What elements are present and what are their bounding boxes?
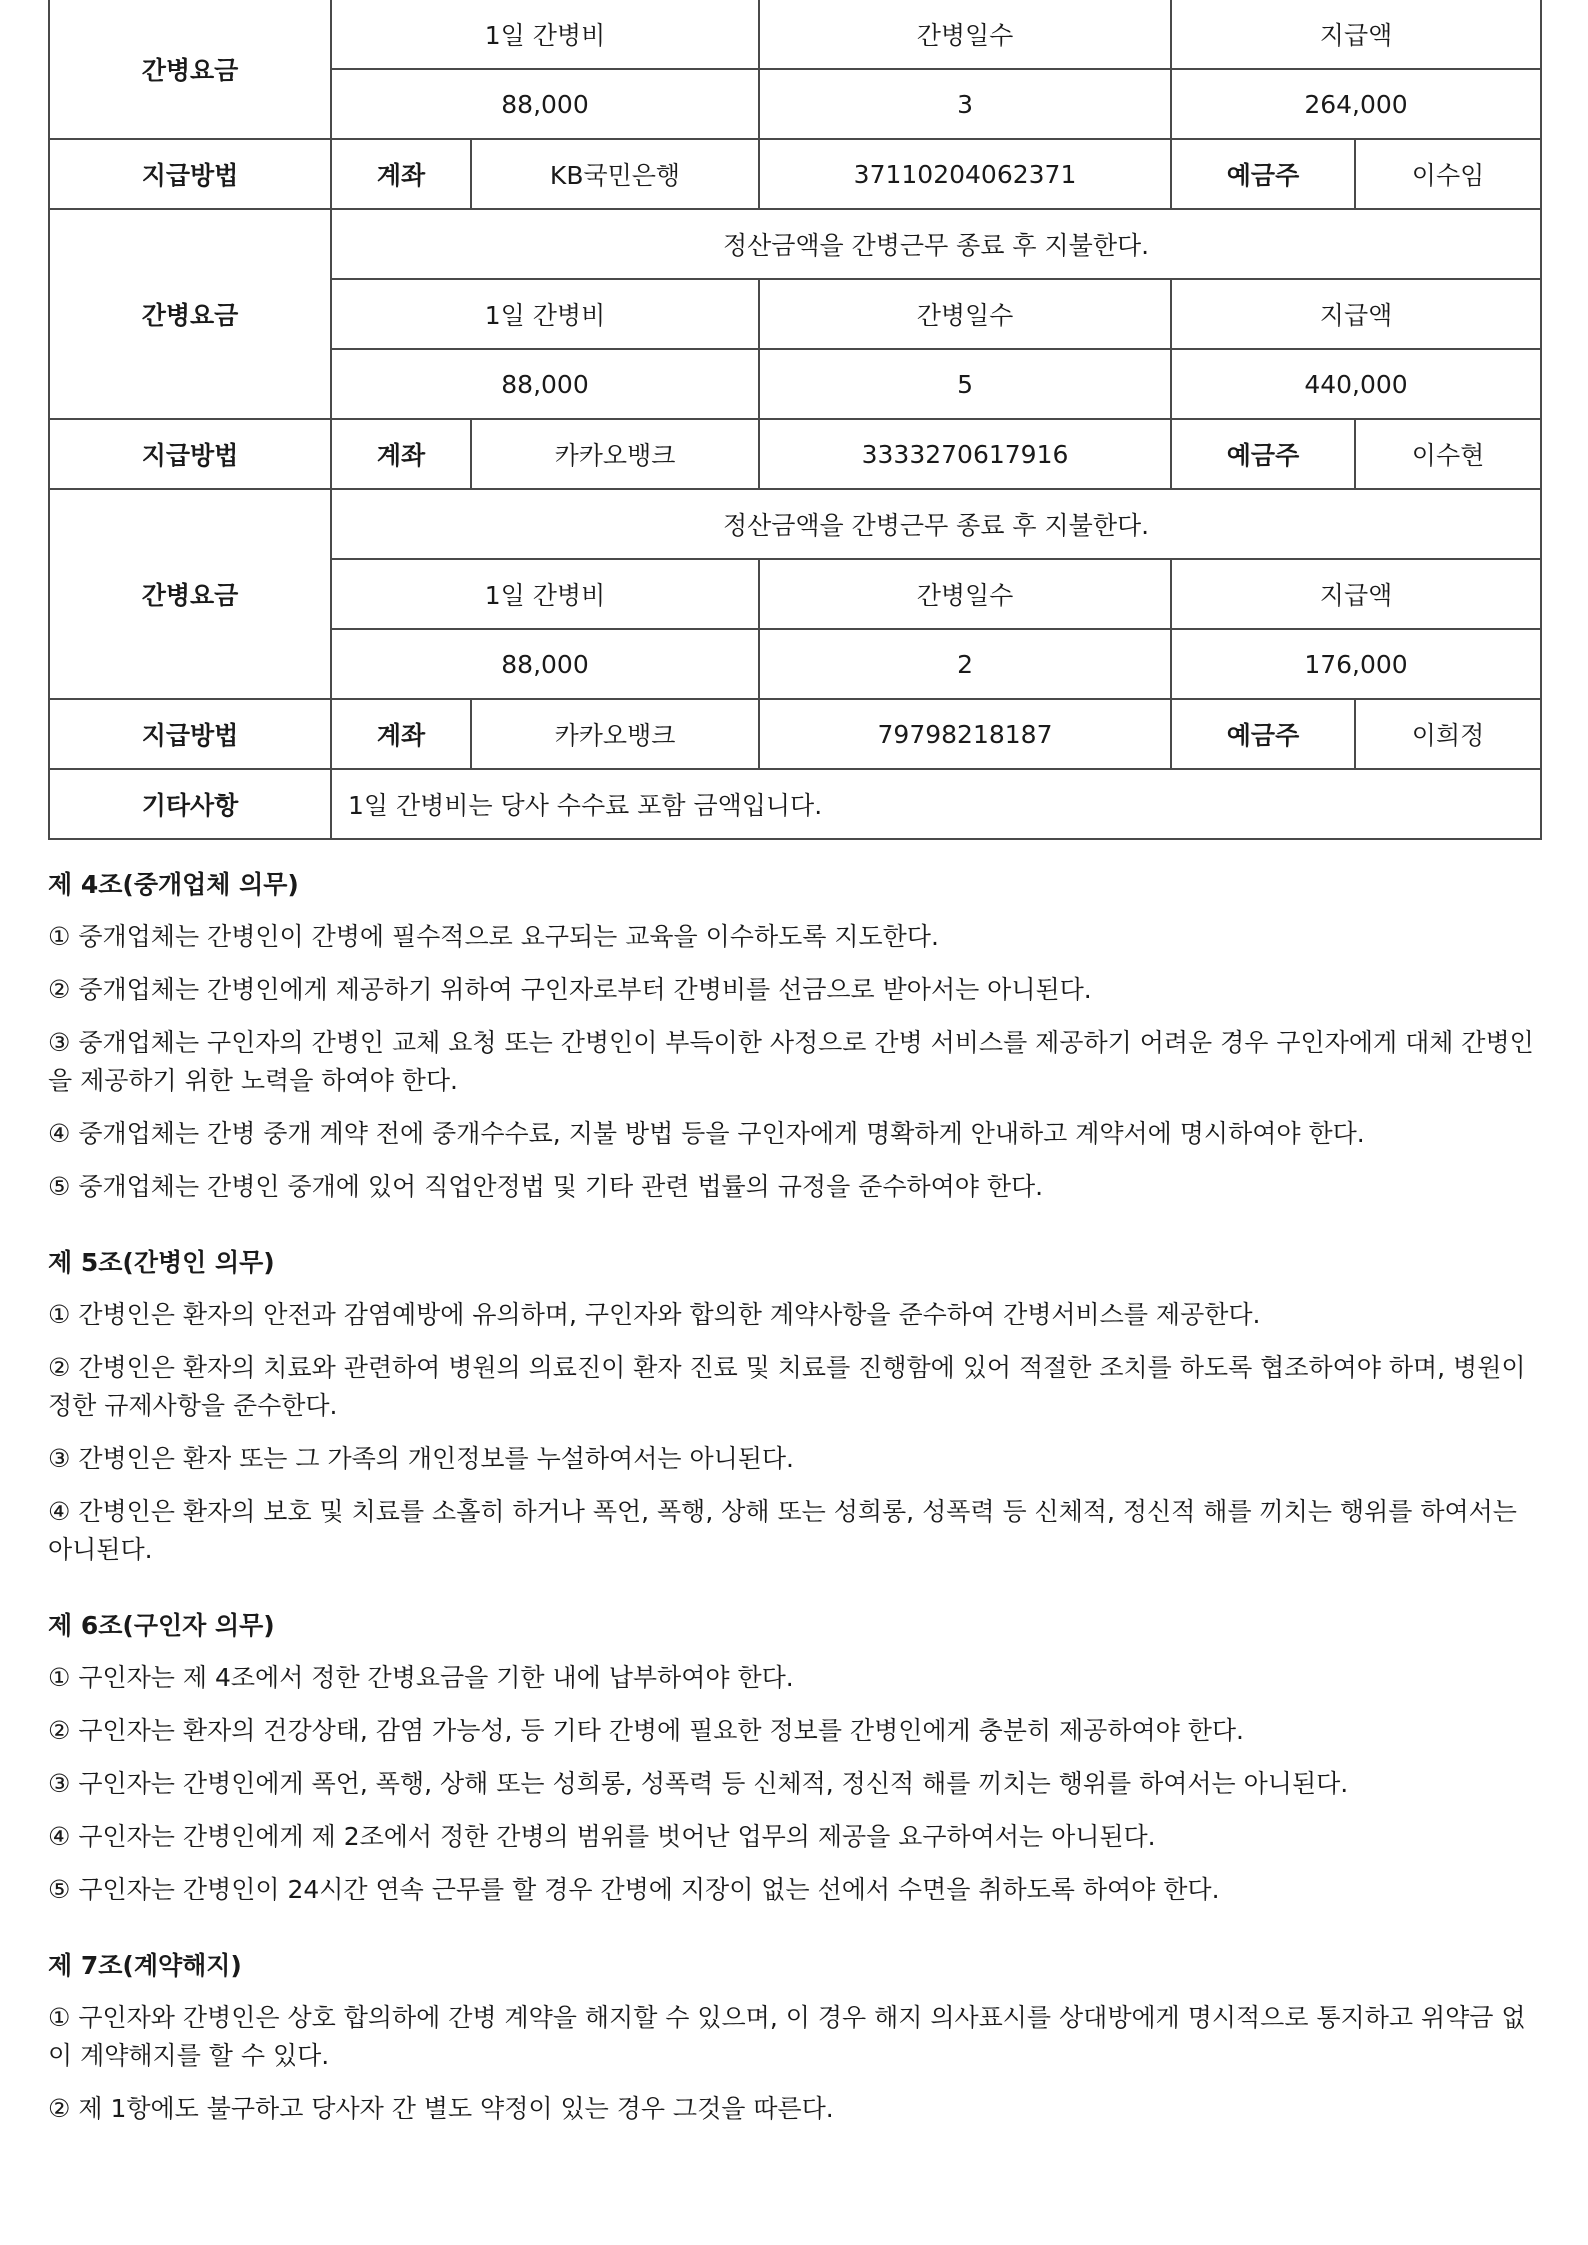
account-holder-name: 이수현 — [1355, 419, 1541, 489]
clause-item: ② 구인자는 환자의 건강상태, 감염 가능성, 등 기타 간병에 필요한 정보를 간병인에게 충분히 제공하여야 한다. — [48, 1716, 1244, 1745]
fee-label: 간병요금 — [49, 209, 331, 419]
bank-name: 카카오뱅크 — [471, 699, 759, 769]
amount-value: 176,000 — [1171, 629, 1541, 699]
article-6 — [48, 1607, 1540, 1909]
clause-item: ② 제 1항에도 불구하고 당사자 간 별도 약정이 있는 경우 그것을 따른다. — [48, 2094, 834, 2123]
daily-fee-value: 88,000 — [331, 349, 759, 419]
amount-header: 지급액 — [1171, 279, 1541, 349]
amount-header: 지급액 — [1171, 0, 1541, 69]
fee-table — [48, 0, 1542, 840]
article-title: 제 6조(구인자 의무) — [48, 1611, 275, 1640]
clause-item: ② 간병인은 환자의 치료와 관련하여 병원의 의료진이 환자 진료 및 치료를 진행함에 있어 적절한 조치를 하도록 협조하여야 하며, 병원이 정한 규제사항을 준수한다. — [48, 1353, 1526, 1420]
settlement-note: 정산금액을 간병근무 종료 후 지불한다. — [331, 209, 1541, 279]
settlement-note: 정산금액을 간병근무 종료 후 지불한다. — [331, 489, 1541, 559]
bank-name: 카카오뱅크 — [471, 419, 759, 489]
payment-method-label: 지급방법 — [49, 699, 331, 769]
clause-item: ① 구인자는 제 4조에서 정한 간병요금을 기한 내에 납부하여야 한다. — [48, 1663, 794, 1692]
account-label: 계좌 — [331, 139, 471, 209]
days-header: 간병일수 — [759, 279, 1171, 349]
daily-fee-header: 1일 간병비 — [331, 0, 759, 69]
daily-fee-value: 88,000 — [331, 69, 759, 139]
daily-fee-value: 88,000 — [331, 629, 759, 699]
clause-item: ⑤ 중개업체는 간병인 중개에 있어 직업안정법 및 기타 관련 법률의 규정을 준수하여야 한다. — [48, 1172, 1044, 1201]
fee-label: 간병요금 — [49, 489, 331, 699]
fee-label: 간병요금 — [49, 0, 331, 139]
article-title: 제 4조(중개업체 의무) — [48, 870, 299, 899]
account-holder-label: 예금주 — [1171, 699, 1355, 769]
clause-item: ① 간병인은 환자의 안전과 감염예방에 유의하며, 구인자와 합의한 계약사항을 준수하여 간병서비스를 제공한다. — [48, 1300, 1261, 1329]
etc-note: 1일 간병비는 당사 수수료 포함 금액입니다. — [331, 769, 1541, 839]
article-5 — [48, 1244, 1540, 1569]
clause-item: ③ 간병인은 환자 또는 그 가족의 개인정보를 누설하여서는 아니된다. — [48, 1444, 794, 1473]
clause-item: ③ 중개업체는 구인자의 간병인 교체 요청 또는 간병인이 부득이한 사정으로 간병 서비스를 제공하기 어려운 경우 구인자에게 대체 간병인을 제공하기 위한 노력을 하여야 한다. — [48, 1028, 1534, 1095]
account-holder-label: 예금주 — [1171, 139, 1355, 209]
clause-item: ⑤ 구인자는 간병인이 24시간 연속 근무를 할 경우 간병에 지장이 없는 선에서 수면을 취하도록 하여야 한다. — [48, 1875, 1220, 1904]
clause-item: ④ 중개업체는 간병 중개 계약 전에 중개수수료, 지불 방법 등을 구인자에게 명확하게 안내하고 계약서에 명시하여야 한다. — [48, 1119, 1365, 1148]
account-number: 79798218187 — [759, 699, 1171, 769]
etc-label: 기타사항 — [49, 769, 331, 839]
clause-item: ③ 구인자는 간병인에게 폭언, 폭행, 상해 또는 성희롱, 성폭력 등 신체적, 정신적 해를 끼치는 행위를 하여서는 아니된다. — [48, 1769, 1349, 1798]
days-value: 2 — [759, 629, 1171, 699]
account-number: 3333270617916 — [759, 419, 1171, 489]
payment-method-label: 지급방법 — [49, 419, 331, 489]
contract-page — [48, 0, 1540, 2166]
days-value: 3 — [759, 69, 1171, 139]
clause-item: ① 중개업체는 간병인이 간병에 필수적으로 요구되는 교육을 이수하도록 지도한다. — [48, 922, 939, 951]
days-header: 간병일수 — [759, 0, 1171, 69]
article-title: 제 5조(간병인 의무) — [48, 1248, 275, 1277]
amount-header: 지급액 — [1171, 559, 1541, 629]
account-holder-name: 이수임 — [1355, 139, 1541, 209]
article-title: 제 7조(계약해지) — [48, 1951, 242, 1980]
days-value: 5 — [759, 349, 1171, 419]
clause-item: ④ 간병인은 환자의 보호 및 치료를 소홀히 하거나 폭언, 폭행, 상해 또는 성희롱, 성폭력 등 신체적, 정신적 해를 끼치는 행위를 하여서는 아니된다. — [48, 1497, 1517, 1564]
daily-fee-header: 1일 간병비 — [331, 559, 759, 629]
clause-item: ② 중개업체는 간병인에게 제공하기 위하여 구인자로부터 간병비를 선금으로 받아서는 아니된다. — [48, 975, 1092, 1004]
daily-fee-header: 1일 간병비 — [331, 279, 759, 349]
account-holder-name: 이희정 — [1355, 699, 1541, 769]
contract-clauses — [48, 866, 1540, 2128]
clause-item: ① 구인자와 간병인은 상호 합의하에 간병 계약을 해지할 수 있으며, 이 경우 해지 의사표시를 상대방에게 명시적으로 통지하고 위약금 없이 계약해지를 할 수 있다. — [48, 2003, 1526, 2070]
amount-value: 264,000 — [1171, 69, 1541, 139]
days-header: 간병일수 — [759, 559, 1171, 629]
amount-value: 440,000 — [1171, 349, 1541, 419]
payment-method-label: 지급방법 — [49, 139, 331, 209]
account-label: 계좌 — [331, 699, 471, 769]
clause-item: ④ 구인자는 간병인에게 제 2조에서 정한 간병의 범위를 벗어난 업무의 제공을 요구하여서는 아니된다. — [48, 1822, 1156, 1851]
account-label: 계좌 — [331, 419, 471, 489]
bank-name: KB국민은행 — [471, 139, 759, 209]
account-number: 37110204062371 — [759, 139, 1171, 209]
article-4 — [48, 866, 1540, 1206]
article-7 — [48, 1947, 1540, 2128]
account-holder-label: 예금주 — [1171, 419, 1355, 489]
